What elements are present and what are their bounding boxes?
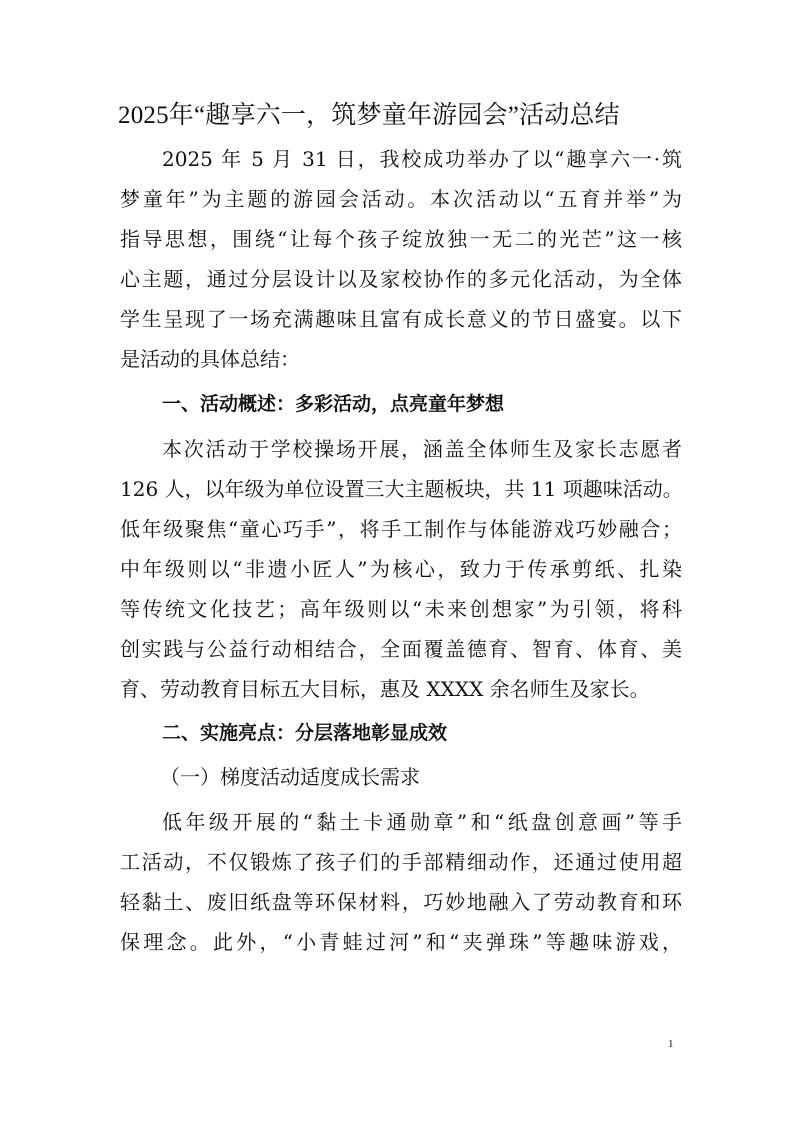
intro-line: 2025 年 5 月 31 日，我校成功举办了以“趣享六一·筑 [162, 147, 682, 171]
section1-line: 创实践与公益行动相结合，全面覆盖德育、智育、体育、美 [120, 637, 682, 661]
intro-line: 学生呈现了一场充满趣味且富有成长意义的节日盛宴。以下 [120, 307, 682, 331]
section2-line: 轻黏土、废旧纸盘等环保材料，巧妙地融入了劳动教育和环 [120, 890, 682, 914]
section1-line: 本次活动于学校操场开展，涵盖全体师生及家长志愿者 [162, 437, 682, 461]
section1-line: 育、劳动教育目标五大目标，惠及 XXXX 余名师生及家长。 [120, 677, 650, 701]
section2-line: 低年级开展的“黏土卡通勋章”和“纸盘创意画”等手 [162, 810, 682, 834]
section1-line: 126 人，以年级为单位设置三大主题板块，共 11 项趣味活动。 [120, 477, 683, 501]
intro-line: 心主题，通过分层设计以及家校协作的多元化活动，为全体 [120, 267, 682, 291]
section2-subheading: （一）梯度活动适度成长需求 [160, 765, 420, 789]
intro-line: 梦童年”为主题的游园会活动。本次活动以“五育并举”为 [120, 187, 682, 211]
page-number: 1 [668, 1038, 674, 1050]
document-title: 2025年“趣享六一，筑梦童年游园会”活动总结 [118, 102, 620, 129]
section1-line: 低年级聚焦“童心巧手”，将手工制作与体能游戏巧妙融合； [120, 517, 682, 541]
intro-line: 是活动的具体总结： [120, 347, 300, 371]
section2-line: 工活动，不仅锻炼了孩子们的手部精细动作，还通过使用超 [120, 850, 682, 874]
section1-line: 中年级则以“非遗小匠人”为核心，致力于传承剪纸、扎染 [120, 557, 682, 581]
section2-line: 保理念。此外，“小青蛙过河”和“夹弹珠”等趣味游戏， [120, 930, 682, 954]
section1-heading: 一、活动概述：多彩活动，点亮童年梦想 [162, 393, 505, 415]
section1-line: 等传统文化技艺；高年级则以“未来创想家”为引领，将科 [120, 597, 682, 621]
intro-line: 指导思想，围绕“让每个孩子绽放独一无二的光芒”这一核 [120, 227, 682, 251]
section2-heading: 二、实施亮点：分层落地彰显成效 [162, 722, 448, 744]
